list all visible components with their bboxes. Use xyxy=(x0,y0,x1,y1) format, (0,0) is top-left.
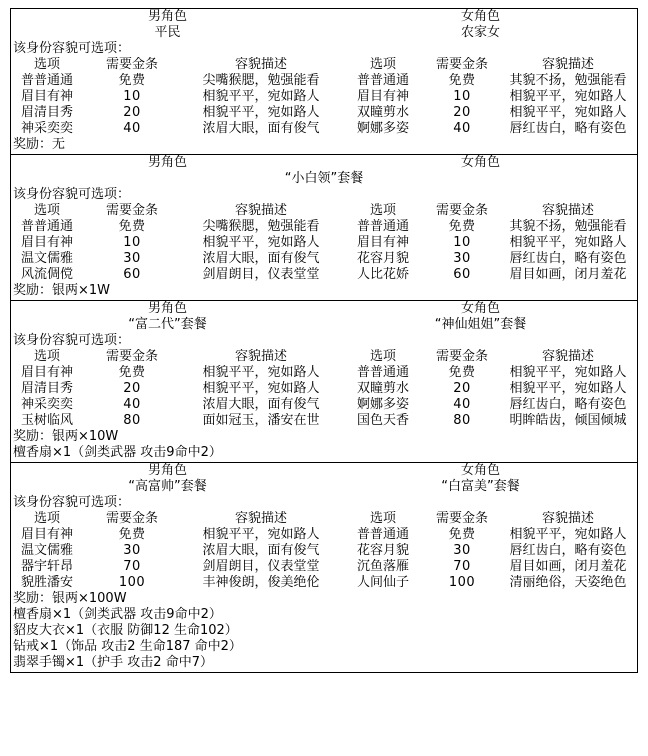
male-cost: 30 xyxy=(123,251,141,266)
table-row xyxy=(11,397,637,413)
col-option-female: 选项 xyxy=(369,203,396,218)
male-description: 浓眉大眼，面有俊气 xyxy=(202,251,320,266)
col-option-female: 选项 xyxy=(369,57,396,72)
male-option: 眉目有神 xyxy=(20,235,73,250)
male-option: 神采奕奕 xyxy=(20,121,73,136)
male-description: 相貌平平，宛如路人 xyxy=(202,235,320,250)
table-row xyxy=(11,527,637,543)
package-title-row xyxy=(11,25,637,41)
male-cost: 40 xyxy=(123,397,141,412)
female-option: 花容月貌 xyxy=(356,543,409,558)
table-row xyxy=(11,543,637,559)
male-cost: 10 xyxy=(123,235,141,250)
col-desc-male: 容貌描述 xyxy=(234,57,287,72)
male-cost: 60 xyxy=(123,267,141,282)
female-option: 婀娜多姿 xyxy=(356,397,409,412)
female-cost: 80 xyxy=(453,413,471,428)
male-cost: 10 xyxy=(123,89,141,104)
col-cost-female: 需要金条 xyxy=(435,203,488,218)
female-option: 眉目有神 xyxy=(356,89,409,104)
male-package-title: “高富帅”套餐 xyxy=(128,479,207,494)
table-row xyxy=(11,73,637,89)
male-cost: 免费 xyxy=(118,219,146,234)
female-description: 相貌平平，宛如路人 xyxy=(509,381,627,396)
female-option: 国色天香 xyxy=(356,413,409,428)
male-description: 尖嘴猴腮，勉强能看 xyxy=(202,73,320,88)
col-cost-male: 需要金条 xyxy=(105,203,158,218)
col-desc-female: 容貌描述 xyxy=(541,511,594,526)
col-desc-male: 容貌描述 xyxy=(234,349,287,364)
male-description: 尖嘴猴腮，勉强能看 xyxy=(202,219,320,234)
female-description: 唇红齿白，略有姿色 xyxy=(509,121,627,136)
female-cost: 60 xyxy=(453,267,471,282)
col-cost-female: 需要金条 xyxy=(435,511,488,526)
character-appearance-table xyxy=(10,8,638,673)
section-1 xyxy=(10,8,638,155)
col-cost-female: 需要金条 xyxy=(435,349,488,364)
table-row xyxy=(11,251,637,267)
male-option: 温文儒雅 xyxy=(20,251,73,266)
female-role-label: 女角色 xyxy=(460,155,500,170)
male-description: 相貌平平，宛如路人 xyxy=(202,105,320,120)
male-option: 貌胜潘安 xyxy=(20,575,73,590)
female-description: 清丽绝俗，天姿绝色 xyxy=(509,575,627,590)
female-description: 相貌平平，宛如路人 xyxy=(509,105,627,120)
male-option: 眉清目秀 xyxy=(20,381,73,396)
male-description: 相貌平平，宛如路人 xyxy=(202,89,320,104)
package-title-row xyxy=(11,479,637,495)
col-desc-female: 容貌描述 xyxy=(541,349,594,364)
female-description: 相貌平平，宛如路人 xyxy=(509,365,627,380)
female-cost: 免费 xyxy=(448,219,476,234)
col-cost-male: 需要金条 xyxy=(105,511,158,526)
female-option: 双瞳剪水 xyxy=(356,105,409,120)
female-option: 普普通通 xyxy=(356,527,409,542)
male-cost: 20 xyxy=(123,105,141,120)
male-cost: 免费 xyxy=(118,73,146,88)
male-option: 玉树临风 xyxy=(20,413,73,428)
male-cost: 70 xyxy=(123,559,141,574)
male-description: 浓眉大眼，面有俊气 xyxy=(202,121,320,136)
reward-item: 翡翠手镯×1（护手 攻击2 命中7） xyxy=(13,655,213,670)
female-description: 相貌平平，宛如路人 xyxy=(509,89,627,104)
male-option: 眉目有神 xyxy=(20,365,73,380)
male-role-label: 男角色 xyxy=(147,463,187,478)
male-package-title: “小白领”套餐 xyxy=(284,171,364,186)
male-cost: 30 xyxy=(123,543,141,558)
intro-text: 该身份容貌可选项： xyxy=(13,495,131,510)
table-row xyxy=(11,559,637,575)
female-cost: 30 xyxy=(453,251,471,266)
male-description: 相貌平平，宛如路人 xyxy=(202,527,320,542)
male-description: 面如冠玉，潘安在世 xyxy=(202,413,320,428)
table-row xyxy=(11,235,637,251)
female-option: 普普通通 xyxy=(356,73,409,88)
reward-item: 钻戒×1（饰品 攻击2 生命187 命中2） xyxy=(13,639,242,654)
table-row xyxy=(11,105,637,121)
col-desc-female: 容貌描述 xyxy=(541,203,594,218)
female-cost: 70 xyxy=(453,559,471,574)
column-header-row xyxy=(11,57,637,73)
reward-item: 檀香扇×1（剑类武器 攻击9命中2） xyxy=(13,445,222,460)
male-description: 浓眉大眼，面有俊气 xyxy=(202,543,320,558)
male-package-title: “富二代”套餐 xyxy=(128,317,207,332)
reward-summary: 奖励：银两×10W xyxy=(13,429,119,444)
role-label-row xyxy=(11,155,637,171)
male-option: 普普通通 xyxy=(20,219,73,234)
male-cost: 免费 xyxy=(118,527,146,542)
male-option: 器宇轩昂 xyxy=(20,559,73,574)
col-option-male: 选项 xyxy=(33,349,60,364)
female-description: 其貌不扬，勉强能看 xyxy=(509,73,627,88)
col-option-male: 选项 xyxy=(33,57,60,72)
male-role-label: 男角色 xyxy=(147,155,187,170)
reward-summary: 奖励：银两×100W xyxy=(13,591,127,606)
female-role-label: 女角色 xyxy=(460,9,500,24)
female-description: 唇红齿白，略有姿色 xyxy=(509,397,627,412)
female-package-title: 农家女 xyxy=(460,25,500,40)
column-header-row xyxy=(11,511,637,527)
col-option-male: 选项 xyxy=(33,511,60,526)
female-description: 相貌平平，宛如路人 xyxy=(509,527,627,542)
female-option: 双瞳剪水 xyxy=(356,381,409,396)
col-option-male: 选项 xyxy=(33,203,60,218)
female-description: 明眸皓齿，倾国倾城 xyxy=(509,413,627,428)
reward-item: 貂皮大衣×1（衣服 防御12 生命102） xyxy=(13,623,238,638)
role-label-row xyxy=(11,9,637,25)
female-description: 相貌平平，宛如路人 xyxy=(509,235,627,250)
col-option-female: 选项 xyxy=(369,511,396,526)
col-desc-male: 容貌描述 xyxy=(234,203,287,218)
male-description: 相貌平平，宛如路人 xyxy=(202,365,320,380)
female-cost: 免费 xyxy=(448,527,476,542)
male-cost: 免费 xyxy=(118,365,146,380)
intro-text: 该身份容貌可选项： xyxy=(13,187,131,202)
female-cost: 免费 xyxy=(448,365,476,380)
male-option: 普普通通 xyxy=(20,73,73,88)
package-title-row xyxy=(11,171,637,187)
male-role-label: 男角色 xyxy=(147,301,187,316)
female-description: 唇红齿白，略有姿色 xyxy=(509,543,627,558)
male-option: 神采奕奕 xyxy=(20,397,73,412)
female-description: 其貌不扬，勉强能看 xyxy=(509,219,627,234)
male-description: 剑眉朗目，仪表堂堂 xyxy=(202,559,320,574)
female-cost: 免费 xyxy=(448,73,476,88)
reward-summary: 奖励：无 xyxy=(13,137,66,152)
table-row xyxy=(11,267,637,283)
female-role-label: 女角色 xyxy=(460,463,500,478)
male-cost: 40 xyxy=(123,121,141,136)
female-cost: 40 xyxy=(453,121,471,136)
female-option: 沉鱼落雁 xyxy=(356,559,409,574)
table-row xyxy=(11,89,637,105)
column-header-row xyxy=(11,349,637,365)
female-option: 眉目有神 xyxy=(356,235,409,250)
male-cost: 80 xyxy=(123,413,141,428)
female-cost: 30 xyxy=(453,543,471,558)
female-cost: 40 xyxy=(453,397,471,412)
package-title-row xyxy=(11,317,637,333)
table-row xyxy=(11,121,637,137)
male-option: 风流倜傥 xyxy=(20,267,73,282)
female-option: 婀娜多姿 xyxy=(356,121,409,136)
column-header-row xyxy=(11,203,637,219)
female-cost: 10 xyxy=(453,235,471,250)
col-cost-male: 需要金条 xyxy=(105,57,158,72)
male-description: 剑眉朗目，仪表堂堂 xyxy=(202,267,320,282)
female-package-title: “神仙姐姐”套餐 xyxy=(434,317,527,332)
male-cost: 20 xyxy=(123,381,141,396)
male-role-label: 男角色 xyxy=(147,9,187,24)
female-package-title: “白富美”套餐 xyxy=(441,479,520,494)
female-option: 普普通通 xyxy=(356,219,409,234)
female-description: 唇红齿白，略有姿色 xyxy=(509,251,627,266)
female-description: 眉目如画，闭月羞花 xyxy=(509,267,627,282)
male-package-title: 平民 xyxy=(154,25,181,40)
section-3 xyxy=(10,301,638,463)
table-row xyxy=(11,219,637,235)
female-option: 人比花娇 xyxy=(356,267,409,282)
female-cost: 20 xyxy=(453,381,471,396)
table-row xyxy=(11,413,637,429)
male-description: 浓眉大眼，面有俊气 xyxy=(202,397,320,412)
col-option-female: 选项 xyxy=(369,349,396,364)
col-desc-male: 容貌描述 xyxy=(234,511,287,526)
male-option: 眉目有神 xyxy=(20,527,73,542)
col-desc-female: 容貌描述 xyxy=(541,57,594,72)
female-option: 普普通通 xyxy=(356,365,409,380)
female-description: 眉目如画，闭月羞花 xyxy=(509,559,627,574)
section-4 xyxy=(10,463,638,673)
female-cost: 20 xyxy=(453,105,471,120)
male-option: 眉目有神 xyxy=(20,89,73,104)
section-2 xyxy=(10,155,638,301)
female-option: 人间仙子 xyxy=(356,575,409,590)
male-option: 温文儒雅 xyxy=(20,543,73,558)
table-row xyxy=(11,575,637,591)
intro-text: 该身份容貌可选项： xyxy=(13,333,131,348)
role-label-row xyxy=(11,301,637,317)
reward-item: 檀香扇×1（剑类武器 攻击9命中2） xyxy=(13,607,222,622)
female-cost: 10 xyxy=(453,89,471,104)
male-cost: 100 xyxy=(118,575,146,590)
male-description: 相貌平平，宛如路人 xyxy=(202,381,320,396)
intro-text: 该身份容貌可选项： xyxy=(13,41,131,56)
col-cost-male: 需要金条 xyxy=(105,349,158,364)
male-option: 眉清目秀 xyxy=(20,105,73,120)
table-row xyxy=(11,365,637,381)
reward-summary: 奖励：银两×1W xyxy=(13,283,111,298)
male-description: 丰神俊朗，俊美绝伦 xyxy=(202,575,320,590)
female-role-label: 女角色 xyxy=(460,301,500,316)
table-row xyxy=(11,381,637,397)
female-option: 花容月貌 xyxy=(356,251,409,266)
female-cost: 100 xyxy=(448,575,476,590)
col-cost-female: 需要金条 xyxy=(435,57,488,72)
role-label-row xyxy=(11,463,637,479)
